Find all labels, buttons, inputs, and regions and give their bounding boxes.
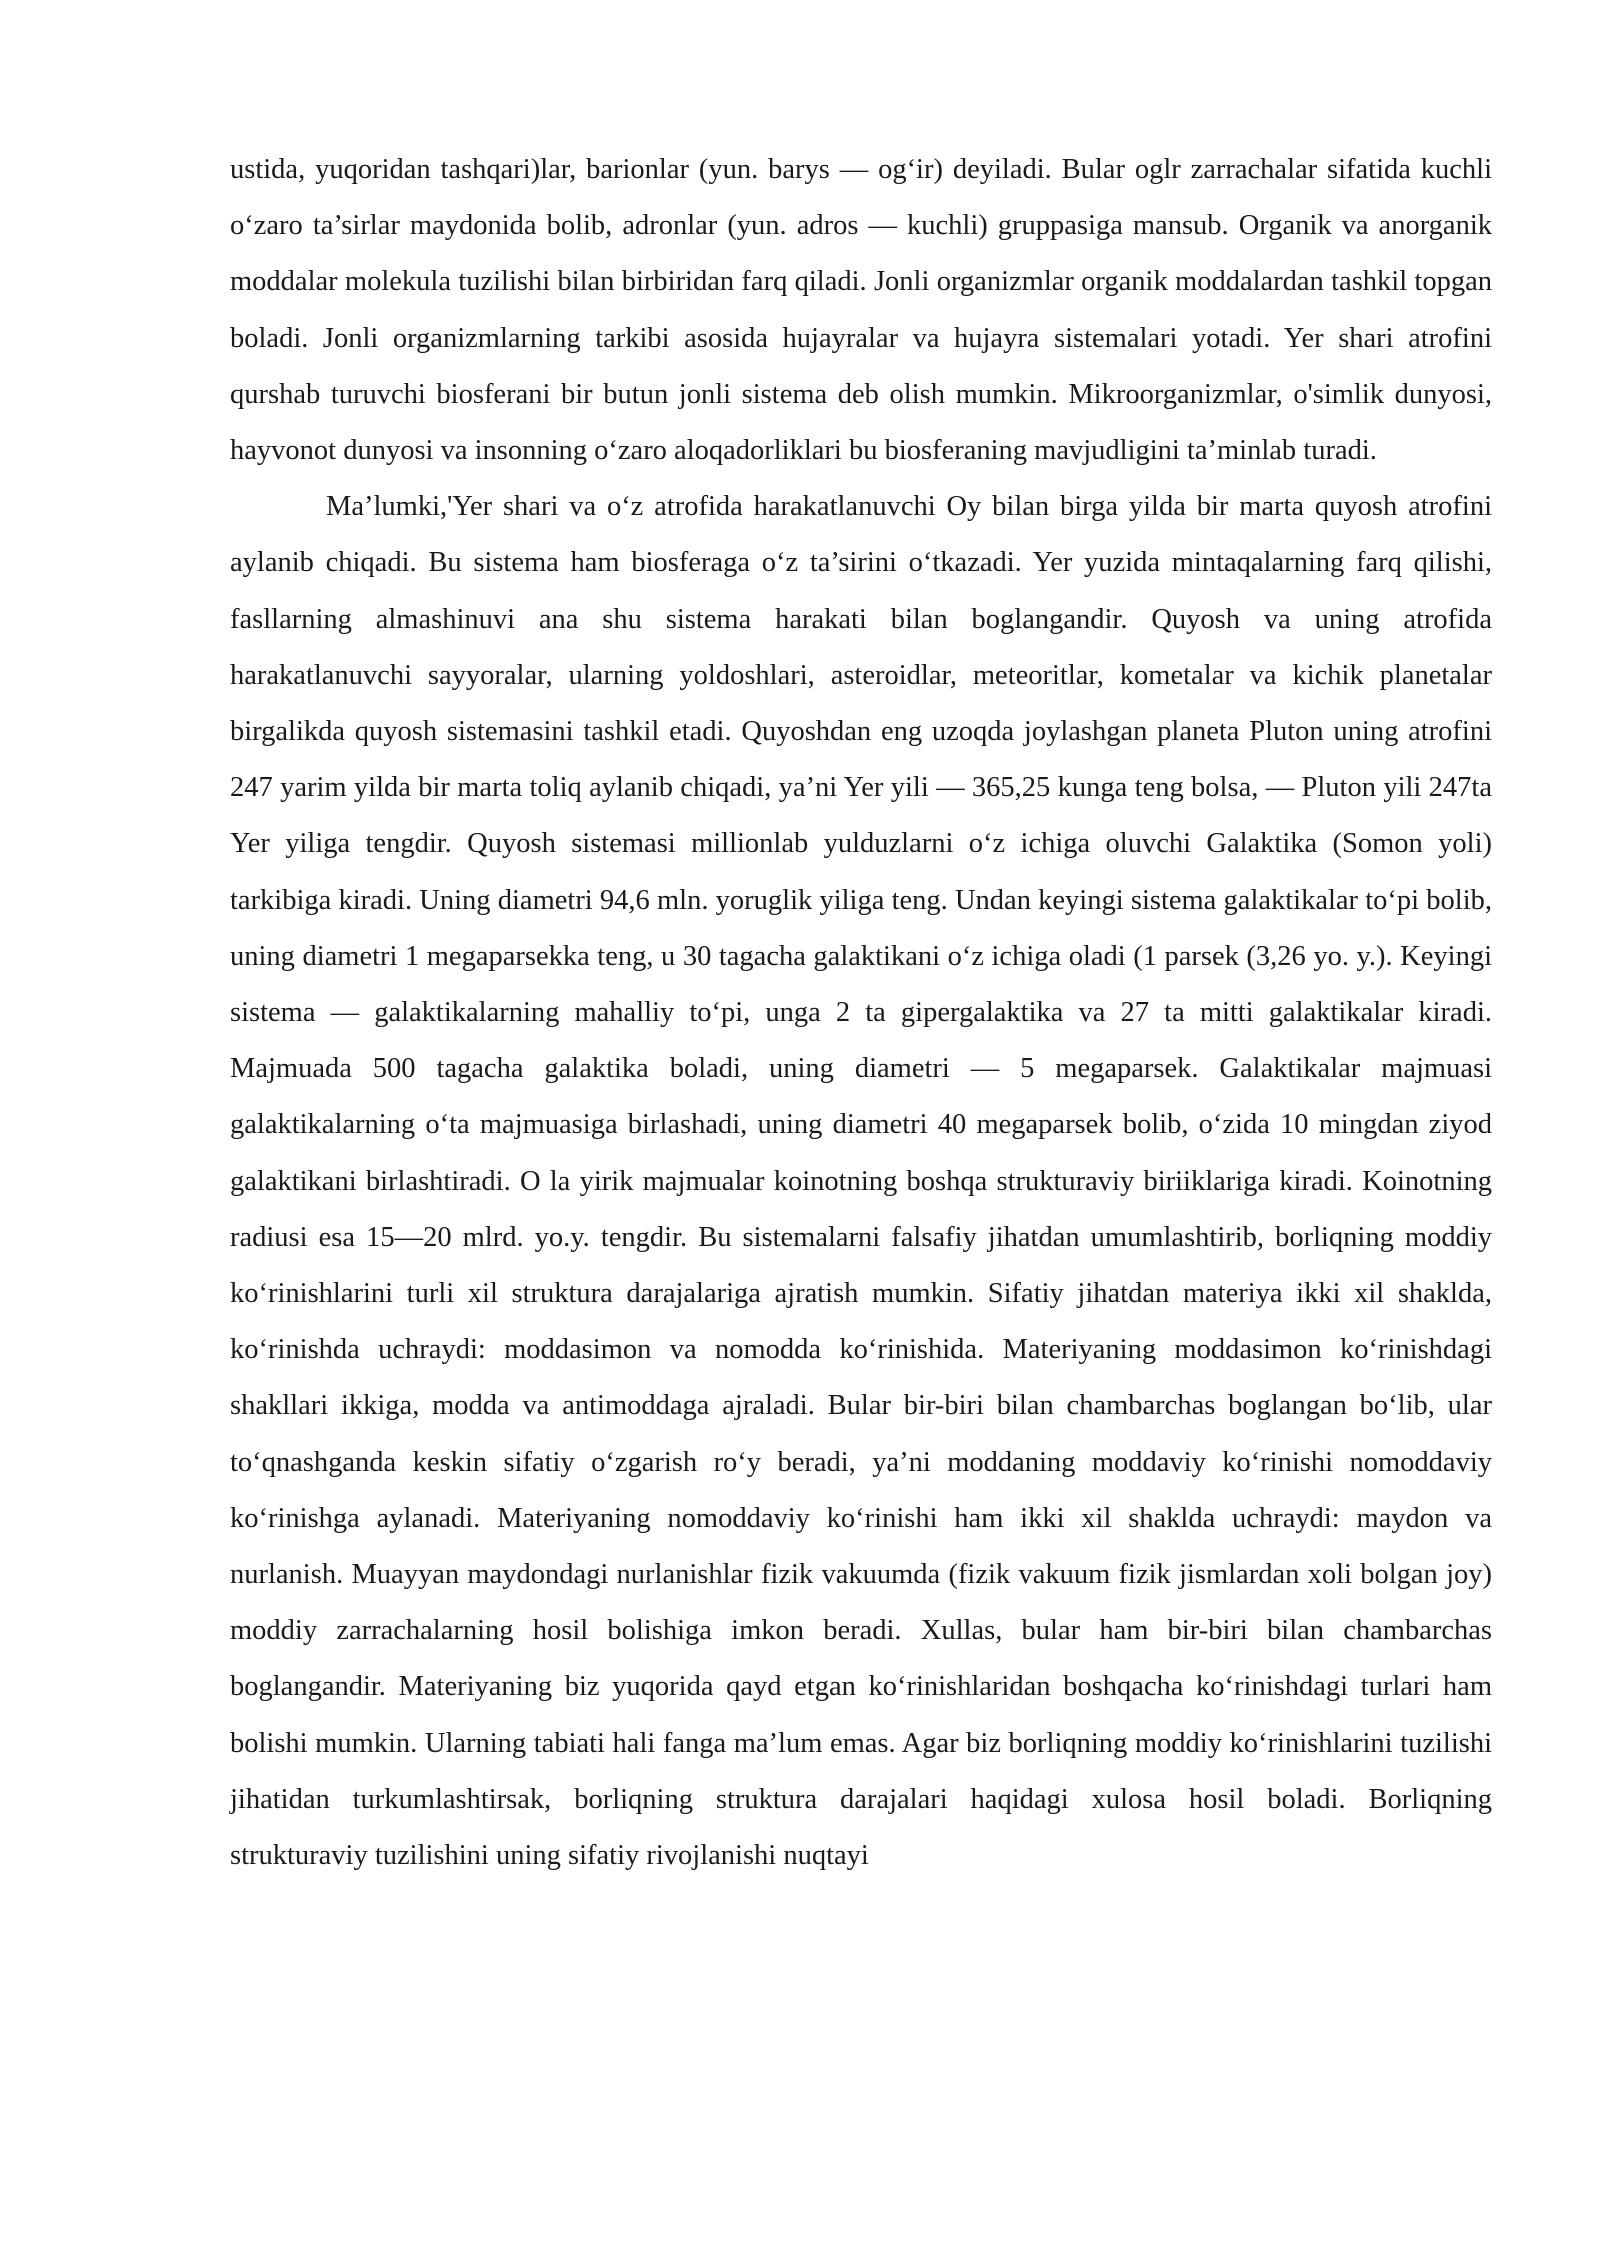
paragraph-2: Ma’lumki,'Yer shari va o‘z atrofida harakatlanuvchi Oy bilan birga yilda bir marta quyosh atrofini aylanib chiqadi. Bu sistema ham biosferaga o‘z ta’sirini o‘tkazadi. Yer yuzida mintaqalarning farq qilishi, fasllarning almashinuvi ana shu sistema harakati bilan boglangandir. Quyosh va uning atrofida harakatlanuvchi sayyoralar, ularning yoldoshlari, asteroidlar, meteoritlar, kometalar va kichik planetalar birgalikda quyosh sistemasini tashkil etadi. Quyoshdan eng uzoqda joylashgan planeta Pluton uning atrofini 247 yarim yilda bir marta toliq aylanib chiqadi, ya’ni Yer yili — 365,25 kunga teng bolsa, — Pluton yili 247ta Yer yiliga tengdir. Quyosh sistemasi millionlab yulduzlarni o‘z ichiga oluvchi Galaktika (Somon yoli) tarkibiga kiradi. Uning diametri 94,6 mln. yoruglik yiliga teng. Undan keyingi sistema galaktikalar to‘pi bolib, uning diametri 1 megaparsekka teng, u 30 tagacha galaktikani o‘z ichiga oladi (1 parsek (3,26 yo. y.). Keyingi sistema — galaktikalarning mahalliy to‘pi, unga 2 ta gipergalaktika va 27 ta mitti galaktikalar kiradi. Majmuada 500 tagacha galaktika boladi, uning diametri — 5 megaparsek. Galaktikalar majmuasi galaktikalarning o‘ta majmuasiga birlashadi, uning diametri 40 megaparsek bolib, o‘zida 10 mingdan ziyod galaktikani birlashtiradi. O la yirik majmualar koinotning boshqa strukturaviy biriiklariga kiradi. Koinotning radiusi esa 15—20 mlrd. yo.y. tengdir. Bu sistemalarni falsafiy jihatdan umumlashtirib, borliqning moddiy ko‘rinishlarini turli xil struktura darajalariga ajratish mumkin. Sifatiy jihatdan materiya ikki xil shaklda, ko‘rinishda uchraydi: moddasimon va nomodda ko‘rinishida. Materiyaning moddasimon ko‘rinishdagi shakllari ikkiga, modda va antimoddaga ajraladi. Bular bir-biri bilan chambarchas boglangan bo‘lib, ular to‘qnashganda keskin sifatiy o‘zgarish ro‘y beradi, ya’ni moddaning moddaviy ko‘rinishi nomoddaviy ko‘rinishga aylanadi. Materiyaning nomoddaviy ko‘rinishi ham ikki xil shaklda uchraydi: maydon va nurlanish. Muayyan maydondagi nurlanishlar fizik vakuumda (fizik vakuum fizik jismlardan xoli bolgan joy) moddiy zarrachalarning hosil bolishiga imkon beradi. Xullas, bular ham bir-biri bilan chambarchas boglangandir. Materiyaning biz yuqorida qayd etgan ko‘rinishlaridan boshqacha ko‘rinishdagi turlari ham bolishi mumkin. Ularning tabiati hali fanga ma’lum emas. Agar biz borliqning moddiy ko‘rinishlarini tuzilishi jihatidan turkumlashtirsak, borliqning struktura darajalari haqidagi xulosa hosil boladi. Borliqning strukturaviy tuzilishini uning sifatiy rivojlanishi nuqtayi [230, 491, 1492, 1872]
document-page [230, 142, 1492, 1884]
paragraph-1: ustida, yuqoridan tashqari)lar, barionlar (yun. barys — og‘ir) deyiladi. Bular oglr zarrachalar sifatida kuchli o‘zaro ta’sirlar maydonida bolib, adronlar (yun. adros — kuchli) gruppasiga mansub. Organik va anorganik moddalar molekula tuzilishi bilan birbiridan farq qiladi. Jonli organizmlar organik moddalardan tashkil topgan boladi. Jonli organizmlarning tarkibi asosida hujayralar va hujayra sistemalari yotadi. Yer shari atrofini qurshab turuvchi biosferani bir butun jonli sistema deb olish mumkin. Mikroorganizmlar, o'simlik dunyosi, hayvonot dunyosi va insonning o‘zaro aloqadorliklari bu biosferaning mavjudligini ta’minlab turadi. [230, 154, 1492, 467]
